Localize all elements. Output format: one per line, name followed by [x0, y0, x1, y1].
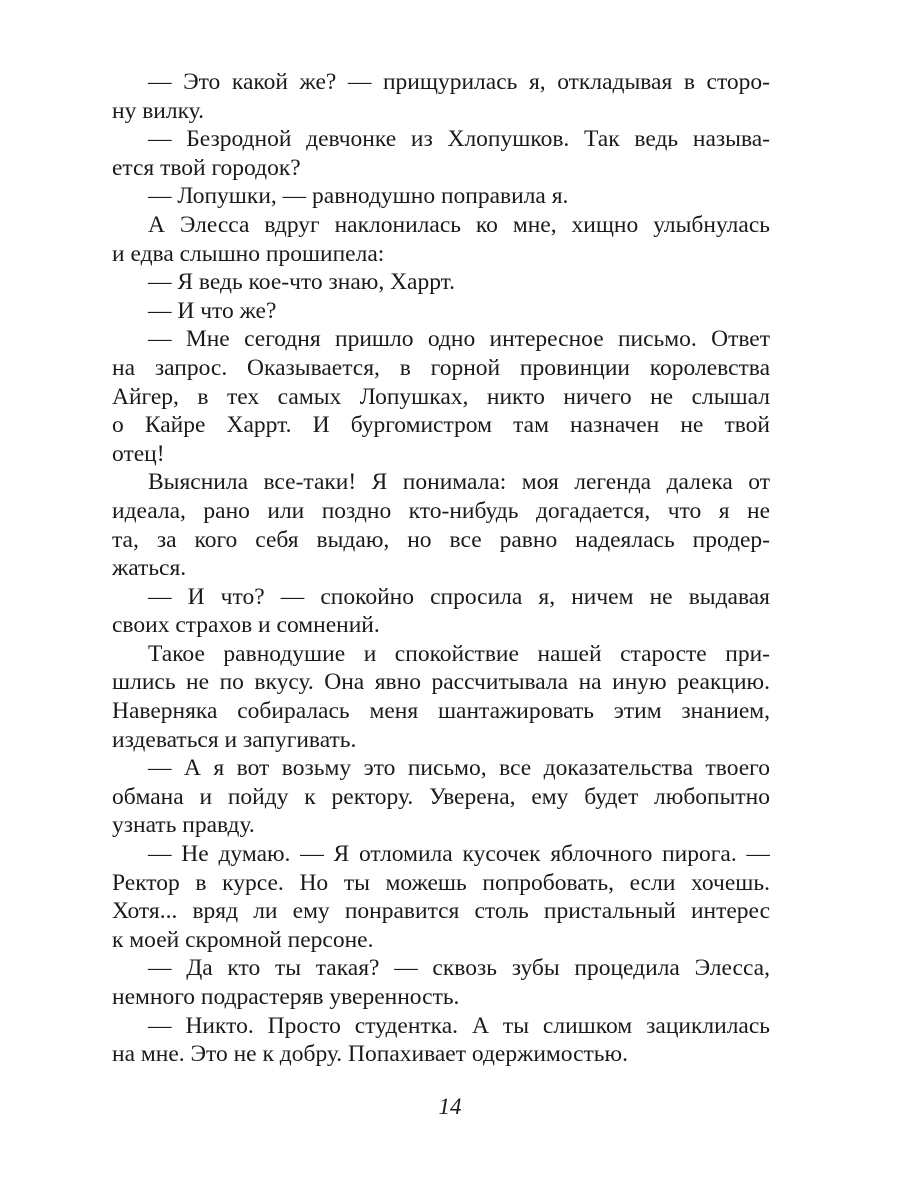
text-line: и едва слышно прошипела:	[112, 240, 385, 267]
text-line: Такое равнодушие и спокойствие нашей старосте при-	[148, 640, 770, 667]
text-line: своих страхов и сомнений.	[112, 612, 380, 639]
text-line: к моей скромной персоне.	[112, 926, 374, 953]
text-line: — Это какой же? — прищурилась я, откладывая в сторо-	[148, 69, 770, 95]
page-number: 14	[438, 1094, 462, 1119]
text-line: обмана и пойду к ректору. Уверена, ему будет любопытно	[112, 783, 770, 810]
text-line: Айгер, в тех самых Лопушках, никто ничего не слышал	[112, 383, 770, 410]
text-line: Ректор в курсе. Но ты можешь попробовать, если хочешь.	[112, 869, 770, 896]
text-line: — Я ведь кое-что знаю, Харрт.	[148, 269, 456, 296]
text-line: на мне. Это не к добру. Попахивает одержимостью.	[112, 1041, 628, 1068]
text-line: та, за кого себя выдаю, но все равно надеялась продер-	[112, 526, 770, 553]
page-text	[112, 68, 770, 1069]
text-line: — Не думаю. — Я отломила кусочек яблочного пирога. —	[148, 841, 770, 868]
text-line: издеваться и запугивать.	[112, 726, 357, 753]
text-line: на запрос. Оказывается, в горной провинции королевства	[112, 354, 770, 381]
text-line: ну вилку.	[112, 97, 204, 124]
text-line: Хотя... вряд ли ему понравится столь пристальный интерес	[112, 898, 770, 925]
text-line: — И что? — спокойно спросила я, ничем не выдавая	[148, 583, 770, 610]
text-line: шлись не по вкусу. Она явно рассчитывала на иную реакцию.	[112, 669, 770, 696]
text-line: — А я вот возьму это письмо, все доказательства твоего	[148, 755, 770, 782]
text-line: отец!	[112, 440, 165, 467]
text-line: узнать правду.	[112, 812, 255, 839]
text-line: — Да кто ты такая? — сквозь зубы процедила Элесса,	[148, 955, 770, 982]
text-line: Выяснила все-таки! Я понимала: моя легенда далека от	[148, 469, 770, 496]
text-line: Наверняка собиралась меня шантажировать этим знанием,	[112, 698, 770, 725]
text-line: идеала, рано или поздно кто-нибудь догадается, что я не	[112, 497, 770, 524]
text-line: — Мне сегодня пришло одно интересное письмо. Ответ	[148, 326, 770, 353]
text-line: — Лопушки, — равнодушно поправила я.	[148, 183, 569, 210]
text-line: о Кайре Харрт. И бургомистром там назначен не твой	[112, 412, 770, 439]
text-line: А Элесса вдруг наклонилась ко мне, хищно улыбнулась	[148, 211, 770, 238]
text-line: ется твой городок?	[112, 154, 301, 181]
text-line: — Никто. Просто студентка. А ты слишком зациклилась	[148, 1012, 770, 1039]
text-line: жаться.	[112, 555, 187, 582]
text-line: — И что же?	[148, 297, 277, 324]
text-line: — Безродной девчонке из Хлопушков. Так ведь называ-	[148, 126, 770, 153]
text-line: немного подрастеряв уверенность.	[112, 984, 460, 1010]
